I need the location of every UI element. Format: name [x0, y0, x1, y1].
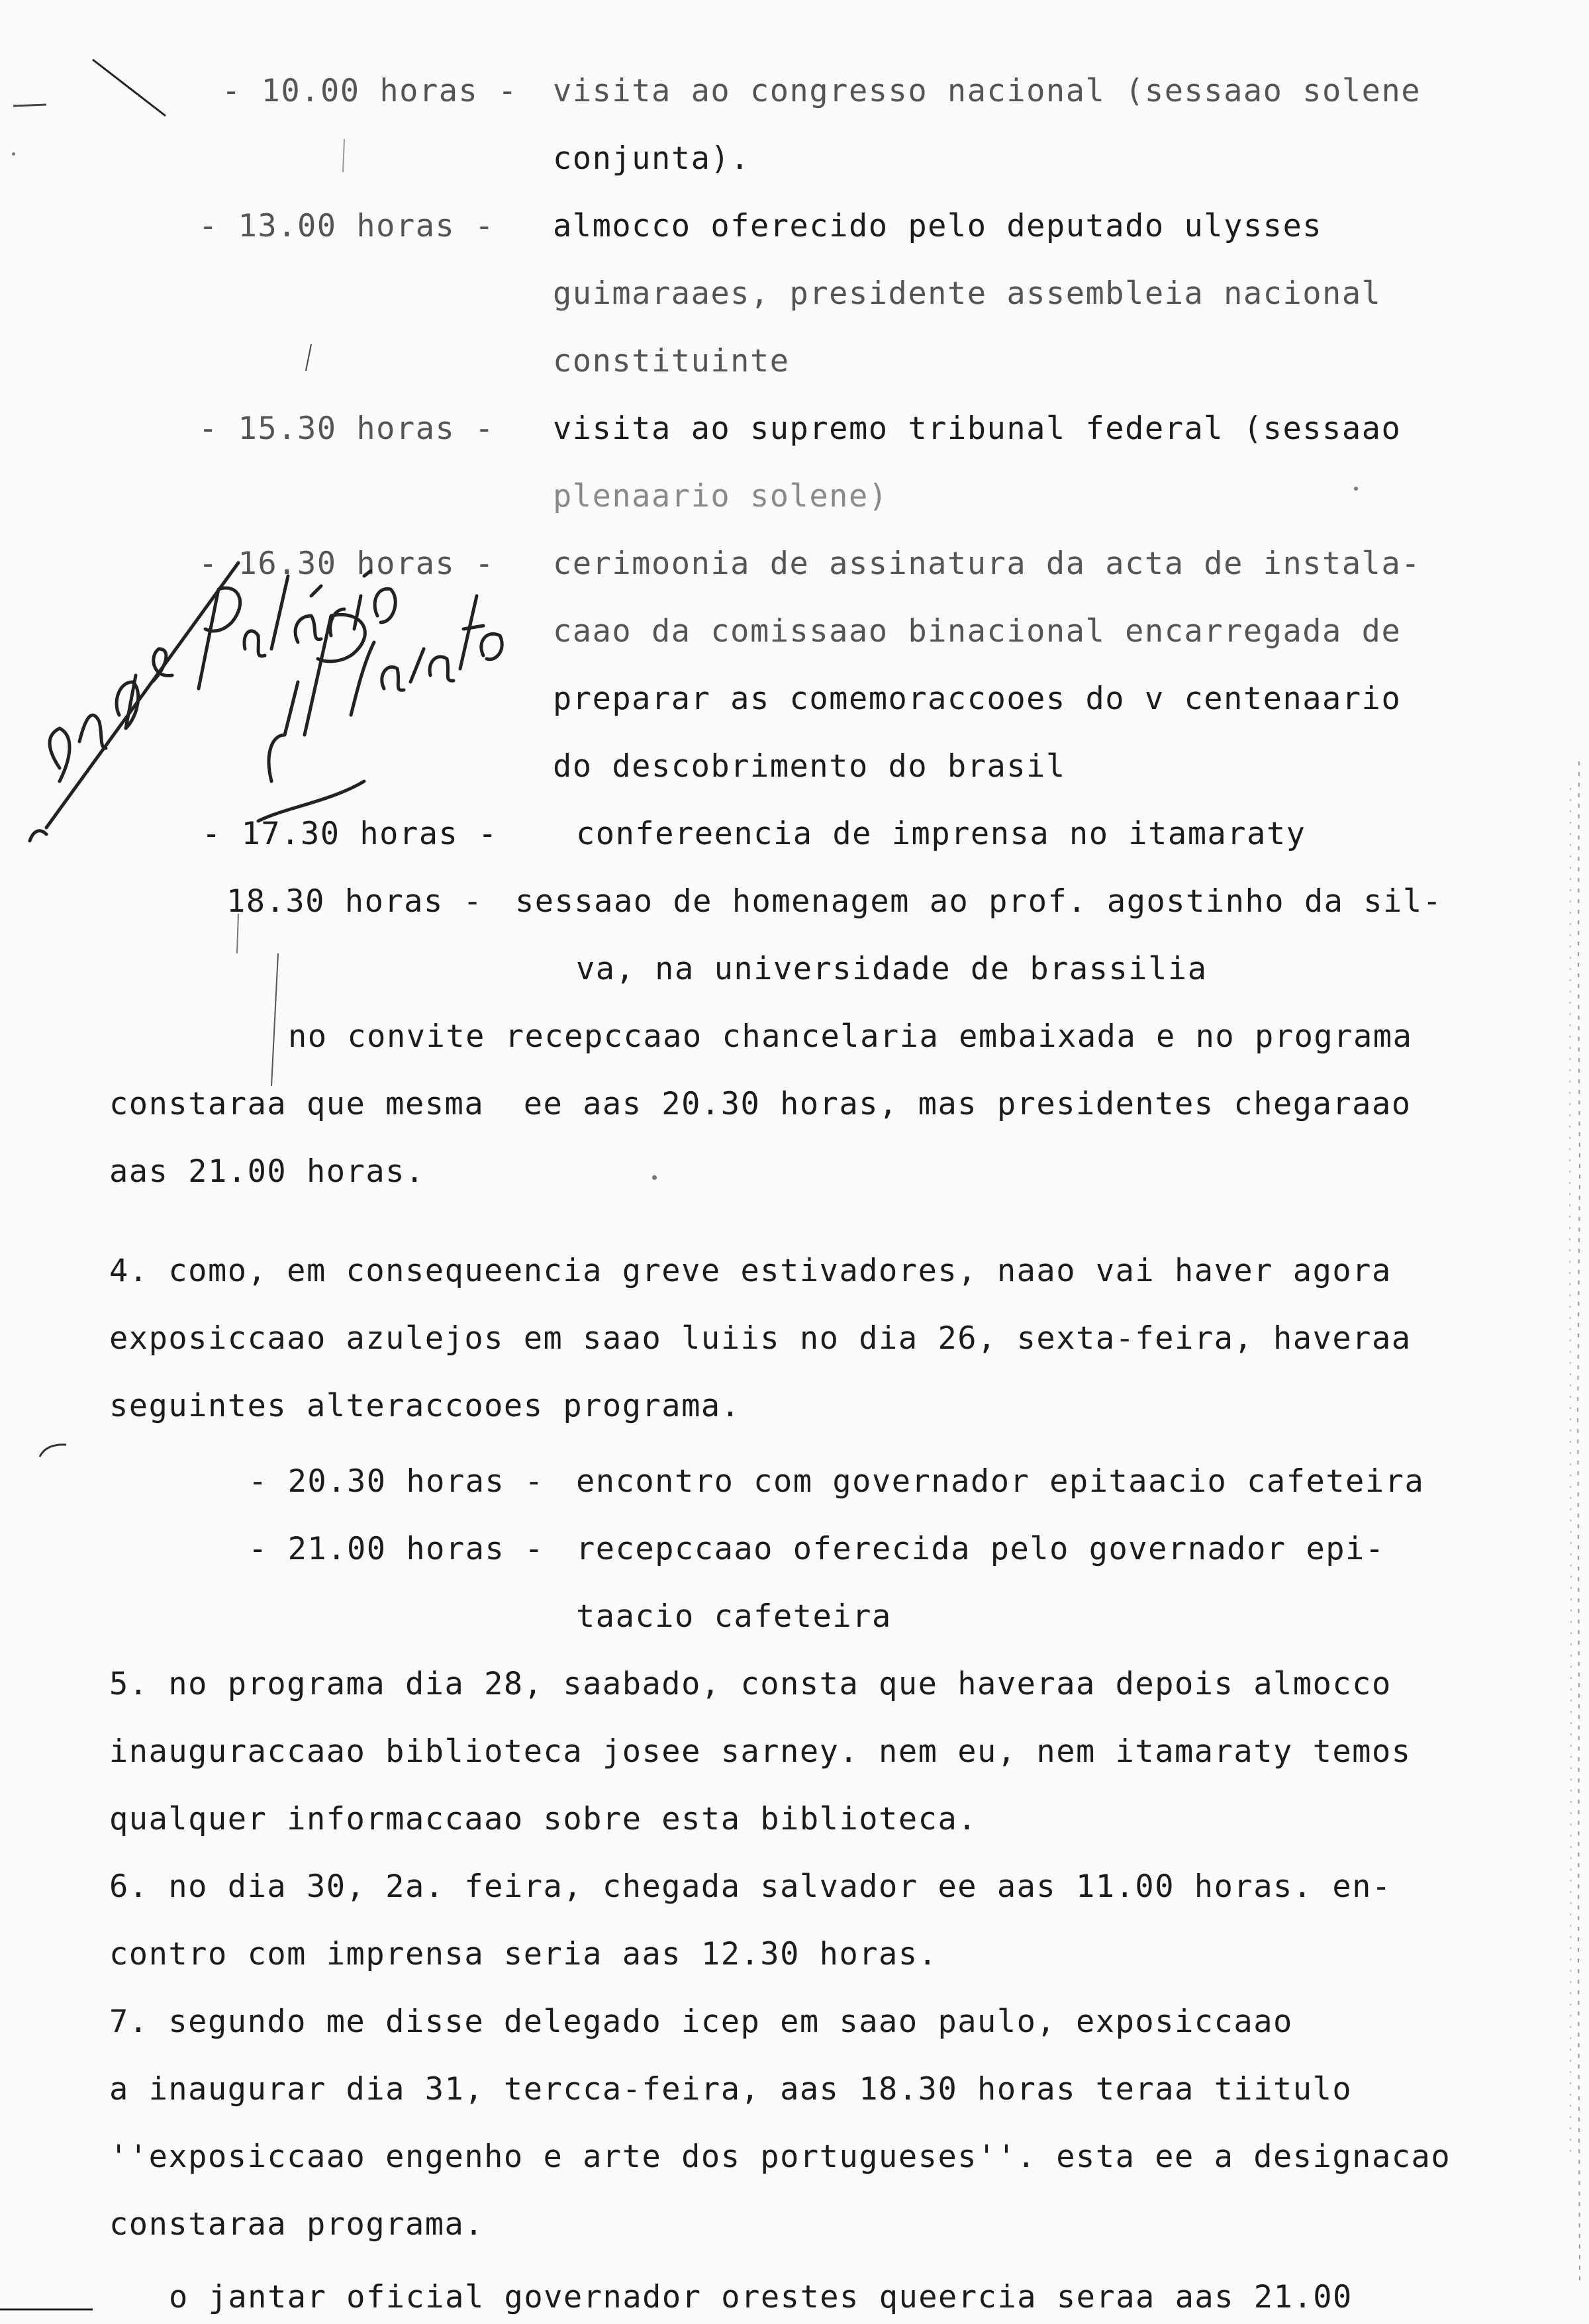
paragraph-line: 4. como, em consequeencia greve estivadores, naao vai haver agora [109, 1253, 1392, 1289]
item-text-line: guimaraaes, presidente assembleia nacional [553, 275, 1382, 312]
paragraph-line: 7. segundo me disse delegado icep em saao paulo, exposiccaao [109, 2004, 1293, 2040]
item-text-line: cerimoonia de assinatura da acta de instala- [553, 546, 1421, 582]
item-text-line: caao da comissaao binacional encarregada de [553, 613, 1402, 650]
item-text-line: va, na universidade de brassilia [576, 951, 1208, 987]
item-time: - 13.00 horas - [199, 208, 495, 244]
item-time: - 17.30 horas - [202, 816, 498, 852]
paragraph-line: exposiccaao azulejos em saao luiis no dia 26, sexta-feira, haveraa [109, 1320, 1412, 1357]
item-text-line: visita ao congresso nacional (sessaao solene [553, 73, 1421, 109]
paragraph-line: constaraa que mesma ee aas 20.30 horas, mas presidentes chegaraao [109, 1086, 1412, 1122]
paragraph-line: seguintes alteraccooes programa. [109, 1388, 741, 1424]
item-text-line: constituinte [553, 343, 790, 379]
paragraph-line: contro com imprensa seria aas 12.30 horas. [109, 1936, 938, 1972]
item-time: - 15.30 horas - [199, 411, 495, 447]
item-text-line: taacio cafeteira [576, 1598, 892, 1635]
item-time: 18.30 horas - [226, 883, 483, 920]
paragraph-line: inauguraccaao biblioteca josee sarney. nem eu, nem itamaraty temos [109, 1733, 1412, 1770]
item-text-line: plenaario solene) [553, 478, 889, 514]
paragraph-line: no convite recepccaao chancelaria embaixada e no programa [288, 1018, 1413, 1055]
item-time: - 21.00 horas - [248, 1531, 544, 1567]
paragraph-line: constaraa programa. [109, 2206, 485, 2243]
paragraph-line: qualquer informaccaao sobre esta biblioteca. [109, 1801, 978, 1837]
paragraph-line: 5. no programa dia 28, saabado, consta que haveraa depois almocco [109, 1666, 1392, 1702]
scan-speck [1354, 487, 1358, 491]
item-text-line: sessaao de homenagem ao prof. agostinho da sil- [515, 883, 1443, 920]
item-time: - 10.00 horas - [222, 73, 518, 109]
paragraph-line: o jantar oficial governador orestes queercia seraa aas 21.00 [169, 2279, 1353, 2315]
item-text-line: recepccaao oferecida pelo governador epi- [576, 1531, 1385, 1567]
item-text-line: confereencia de imprensa no itamaraty [576, 816, 1306, 852]
item-text-line: encontro com governador epitaacio cafeteira [576, 1463, 1425, 1500]
paragraph-line: ''exposiccaao engenho e arte dos portugueses''. esta ee a designacao [109, 2139, 1451, 2175]
scan-speck [652, 1175, 657, 1180]
item-text-line: preparar as comemoraccooes do v centenaario [553, 681, 1402, 717]
paragraph-line: aas 21.00 horas. [109, 1153, 425, 1190]
item-text-line: do descobrimento do brasil [553, 748, 1066, 785]
item-text-line: conjunta). [553, 140, 750, 177]
paragraph-line: 6. no dia 30, 2a. feira, chegada salvador ee aas 11.00 horas. en- [109, 1868, 1392, 1905]
item-text-line: visita ao supremo tribunal federal (sessaao [553, 411, 1402, 447]
item-time: - 20.30 horas - [248, 1463, 544, 1500]
item-time: - 16.30 horas - [199, 546, 495, 582]
scan-speck [12, 152, 15, 156]
paragraph-line: a inaugurar dia 31, tercca-feira, aas 18.30 horas teraa tiitulo [109, 2071, 1353, 2107]
scan-edge-noise [1563, 761, 1589, 2284]
handwritten-annotation [20, 516, 523, 887]
item-text-line: almocco oferecido pelo deputado ulysses [553, 208, 1323, 244]
